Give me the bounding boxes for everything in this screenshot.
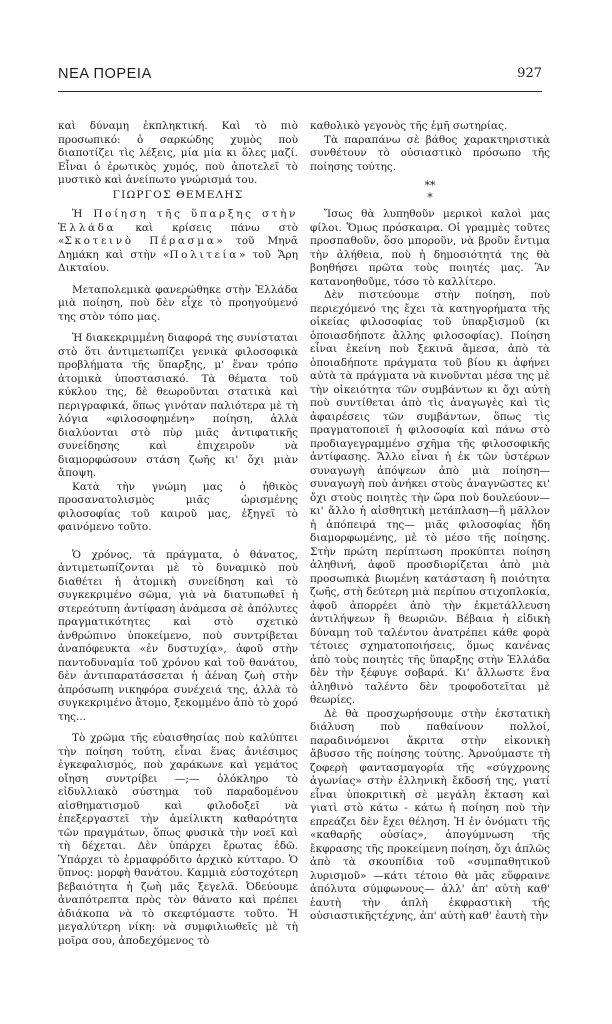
header-rule [58,91,542,92]
right-paragraph-5: Δὲ θὰ προσχωρήσουμε στὴν ἐκστατικὴ διάλυση ποὺ παθαίνουν πολλοί, παραδινόμενοι ἄκριτα στὴν εἰκονικὴ ἄβυσσο τῆς ποίησης τούτης. Ἀρνούμαστε τὴ ζοφερὴ φαντασμαγορία τῆς «σύγχρονης ἀγωνίας» στὴν ἑλληνικὴ ἔκδοσή της, γιατί εἶναι ὑποκριτικὴ σὲ μεγάλη ἔκταση καὶ γιατὶ στὸ κάτω - κάτω ἡ ποίηση ποὺ τὴν επρεάζει δὲν ἔχει θέληση. Ἡ ἐν ὀνόματι τῆς «καθαρῆς οὐσίας», ἀπογύμνωση τῆς ἔκφρασης τῆς προκείμενη ποίηση, ὄχι ἁπλῶς ἀπὸ τὰ σκουπίδια τοῦ «συμπαθητικοῦ λυρισμοῦ» —κάτι τέτοιο θὰ μᾶς εὕφραινε ἀπόλυτα σύμφωνους— ἀλλ' ἀπ' αὐτὴ καθ' ἑαυτὴ τὴν ἁπλὴ ἐκφραστικὴ τῆς οὐσιαστικῆςτέχνης, ἀπ' αὐτὴ καθ' ἑαυτὴ τὴν [310,707,550,922]
review-book2-title: Πολιτεία [169,248,239,261]
left-paragraph-4: Κατὰ τὴν γνώμη μας ὁ ἠθικὸς προσανατολισμὸς μιᾶς ὡρισμένης φιλοσοφίας τοῦ καιροῦ μας, ἐξηγεῖ τὸ φαινόμενο τοῦτο. [58,480,298,533]
right-paragraph-3: Ἴσως θὰ λυπηθοῦν μερικοὶ καλοὶ μας φίλοι. Ὅμως πρόσκαιρα. Οἱ γραμμὲς τοῦτες προσπαθοῦν, ὅσο μποροῦν, νὰ βροῦν ἔντιμα τὴν ἀλήθεια, ποὺ ἡ δημοσιότητά της θὰ βοηθήσει πρῶτα τοὺς ποιητές μας. Ἂν κατανοηθοῦμε, τόσο τὸ καλλίτερο. [310,208,550,288]
left-paragraph-6: Τὸ χρῶμα τῆς εὐαισθησίας ποὺ καλύπτει τὴν ποίηση τούτη, εἶναι ἕνας ἀνιέσιμος ἐγκεφαλισμός, ποὺ χαράκωνε καὶ γεμάτος οἴηση συντρίβει —;— ὁλόκληρο τὸ εἰδυλλιακὸ σύστημα τοῦ παραδομένου αἰσθηματισμοῦ καὶ φιλοδοξεῖ νὰ ἐπεξεργαστεῖ τὴν ἀμείλικτη καθαρότητα τῶν πραγμάτων, ὅπως φυσικὰ τὴν νοεῖ καὶ τὴ δέχεται. Δὲν ὑπάρχει ἔρωτας ἐδῶ. Ὑπάρχει τὸ ἑρμαφρόδιτο ἀρχικὸ κύτταρο. Ὁ ὕπνος: μορφὴ θανάτου. Καμμιὰ εὐστοχότερη βεβαιότητα ἡ ζωὴ μᾶς ξεγελᾶ. Ὀδεύουμε ἀναπότρεπτα πρὸς τὸν θάνατο καὶ πρέπει ἀδιάκοπα νὰ τὸ σκεφτόμαστε τοῦτο. Ἡ μεγαλύτερη νίκη: νὰ συμφιλιωθεῖς μὲ τὴ μοῖρα σου, ἀποδεχόμενος τὸ [58,732,298,947]
left-paragraph-5: Ὁ χρόνος, τὰ πράγματα, ὁ θάνατος, ἀντιμετωπίζονται μὲ τὸ δυναμικὸ ποὺ διαθέτει ἡ ἀτομικὴ συνείδηση καὶ τὸ συγκεκριμένο σῶμα, γιὰ νὰ διατυπωθεῖ ἡ στερεότυπη ἀντίφαση ἀνάμεσα σὲ ἀπόλυτες πραγματικότητες καὶ στὸ σχετικὸ ἀνθρώπινο ὑποκείμενο, ποὺ συντρίβεται ἀναπόφευκτα «ἐν δυστυχίᾳ», ἀφοῦ στὴν παντοδυναμία τοῦ χρόνου καὶ τοῦ θανάτου, δὲν ἀντιπαρατάσσεται ἡ ἀέναη ζωὴ στὴν ἀπρόσωπη νικηφόρα συνέχειά της, ἀλλὰ τὸ συγκεκριμένο ἄτομο, ξεκομμένο ἀπὸ τὸ χορό της... [58,548,298,723]
right-paragraph-4: Δὲν πιστεύουμε στὴν ποίηση, ποὺ περιεχόμενό της ἔχει τὰ κατηγορήματα τῆς οἰκείας φιλοσοφίας τοῦ ὑπαρξισμοῦ (κι ὁποιασδήποτε ἄλλης φιλοσοφίας). Ποίηση εἶναι ἐκείνη ποὺ ξεκινᾶ ἄμεσα, ἀπὸ τὰ ὁποιαδήποτε πράγματα τοῦ βίου κι ἀφήνει αὐτὰ τὰ πράγματα νὰ κινοῦνται μέσα της μὲ τὴν οἰκειότητα τῶν συμβάντων κι ὄχι αὐτὴ ποὺ συντίθεται ἀπὸ τὶς ἀναγωγὲς καὶ τὶς ἀφαιρέσεις τῶν συμβάντων, ὅπως τὶς πραγματοποιεῖ ἡ φιλοσοφία καὶ πάνω στὸ προδιαγεγραμμένο σχῆμα τῆς φιλοσοφικῆς ἀντίφασης. Ἄλλο εἶναι ἡ ἐκ τῶν ὑστέρων συναγωγὴ ἀπόψεων ἀπὸ μιὰ ποίηση—συναγωγὴ ποὺ ἀνήκει στοὺς ἀναγνῶστες κι' ὄχι στοὺς ποιητὲς τὴν ὥρα ποὺ δουλεύουν—κι' ἄλλο ἡ αἰσθητικὴ μετάπλαση—ἢ μᾶλλον ἡ ἀπόπειρά της— μιᾶς φιλοσοφίας ἤδη διαμορφωμένης, μὲ τὸ μέσο τῆς ποίησης. Στὴν πρώτη περίπτωση προκύπτει ποίηση ἀληθινή, ἀφοῦ προσδιορίζεται ἀπὸ μιὰ προσωπικὰ βιωμένη κατάσταση ἢ ποιότητα ζωῆς, στὴ δεύτερη μιὰ περίπου στιχοπλοκία, ἀφοῦ ἀπορρέει ἀπὸ τὴν ἐκμετάλλευση ἀντιλήψεων ἢ θεωριῶν. Βέβαια ἡ εἰδικὴ δύναμη τοῦ ταλέντου ἀνατρέπει κάθε φορὰ τέτοιες σχηματοποιήσεις, ὅμως κανένας ἀπὸ τοὺς ποιητὲς τῆς ὕπαρξης στὴν Ἑλλάδα δὲν τὴν ξέφυγε σοβαρά. Κι' ἄλλωστε ἕνα ἀληθινὸ ταλέντο δὲν τροφοδοτεῖται μὲ θεωρίες. [310,289,550,706]
page-number: 927 [517,66,542,81]
left-paragraph-1: καὶ δύναμη ἐκπληκτική. Καὶ τὸ πιὸ προσωπικό: ὁ σαρκώδης χυμὸς ποὺ διαποτίζει τὶς λέξεις, μία μία κι ὅλες μαζί. Εἶναι ὁ ἐρωτικὸς χυμός, ποὺ ἀποτελεῖ τὸ μυστικὸ καὶ ἀνείπωτο γνώρισμά του. [58,120,298,186]
review-title-spaced: Ἡ Ποίηση τῆς ὕπαρξης στὴν Ἑλλάδα [58,208,298,234]
running-head [58,66,542,88]
left-column [58,120,298,948]
left-paragraph-2: Μεταπολεμικὰ φανερώθηκε στὴν Ἑλλάδα μιὰ ποίηση, ποὺ δὲν εἶχε τὸ προηγούμενό της στὸν τόπο μας. [58,283,298,323]
review-book-title: Σκοτεινὸ Πέρασμα [64,235,217,247]
review-title-end: » τοῦ Ἄρη Δικταίου. [58,248,298,274]
right-paragraph-2: Τὰ παραπάνω σὲ βάθος χαρακτηριστικὰ συνθέτουν τὸ οὐσιαστικὸ πρόσωπο τῆς ποίησης τούτης. [310,133,550,173]
section-break-asterisks: ** * [424,179,436,204]
journal-title: ΝΕΑ ΠΟΡΕΙΑ [58,66,152,82]
review-title-mid: » τοῦ Μηνᾶ Δημάκη καὶ στὴν « [58,235,298,261]
right-paragraph-1: καθολικὸ γεγονὸς τῆς ἐμῆ σωτηρίας. [310,120,508,132]
review-title-rest: καὶ κρίσεις πάνω στὸ « [58,221,298,247]
right-column [310,120,550,924]
review-heading [58,208,298,276]
author-signature: ΓΙΩΡΓΟΣ ΘΕΜΕΛΗΣ [112,188,244,201]
left-paragraph-3: Ἡ διακεκριμμένη διαφορά της συνίσταται στὸ ὅτι ἀντιμετωπίζει γενικὰ φιλοσοφικὰ προβλήματα τῆς ὕπαρξης, μ' ἕναν τρόπο ἀτομικὰ ὑποστασιακό. Τὰ θέματα τοῦ κύκλου της, δὲ θεωροῦνται στατικὰ καὶ περιγραφικά, ὅπως γινόταν παλιότερα μὲ τὴ λόγια «φιλοσοφημένη» ποίηση, ἀλλὰ διαλύονται στὸ πὺρ μιᾶς ἀντιφατικῆς συνείδησης καὶ ἐπιχειροῦν νὰ διαμορφώσουν στάση ζωῆς κι' ὄχι μιὰν ἄποψη. [58,332,298,479]
